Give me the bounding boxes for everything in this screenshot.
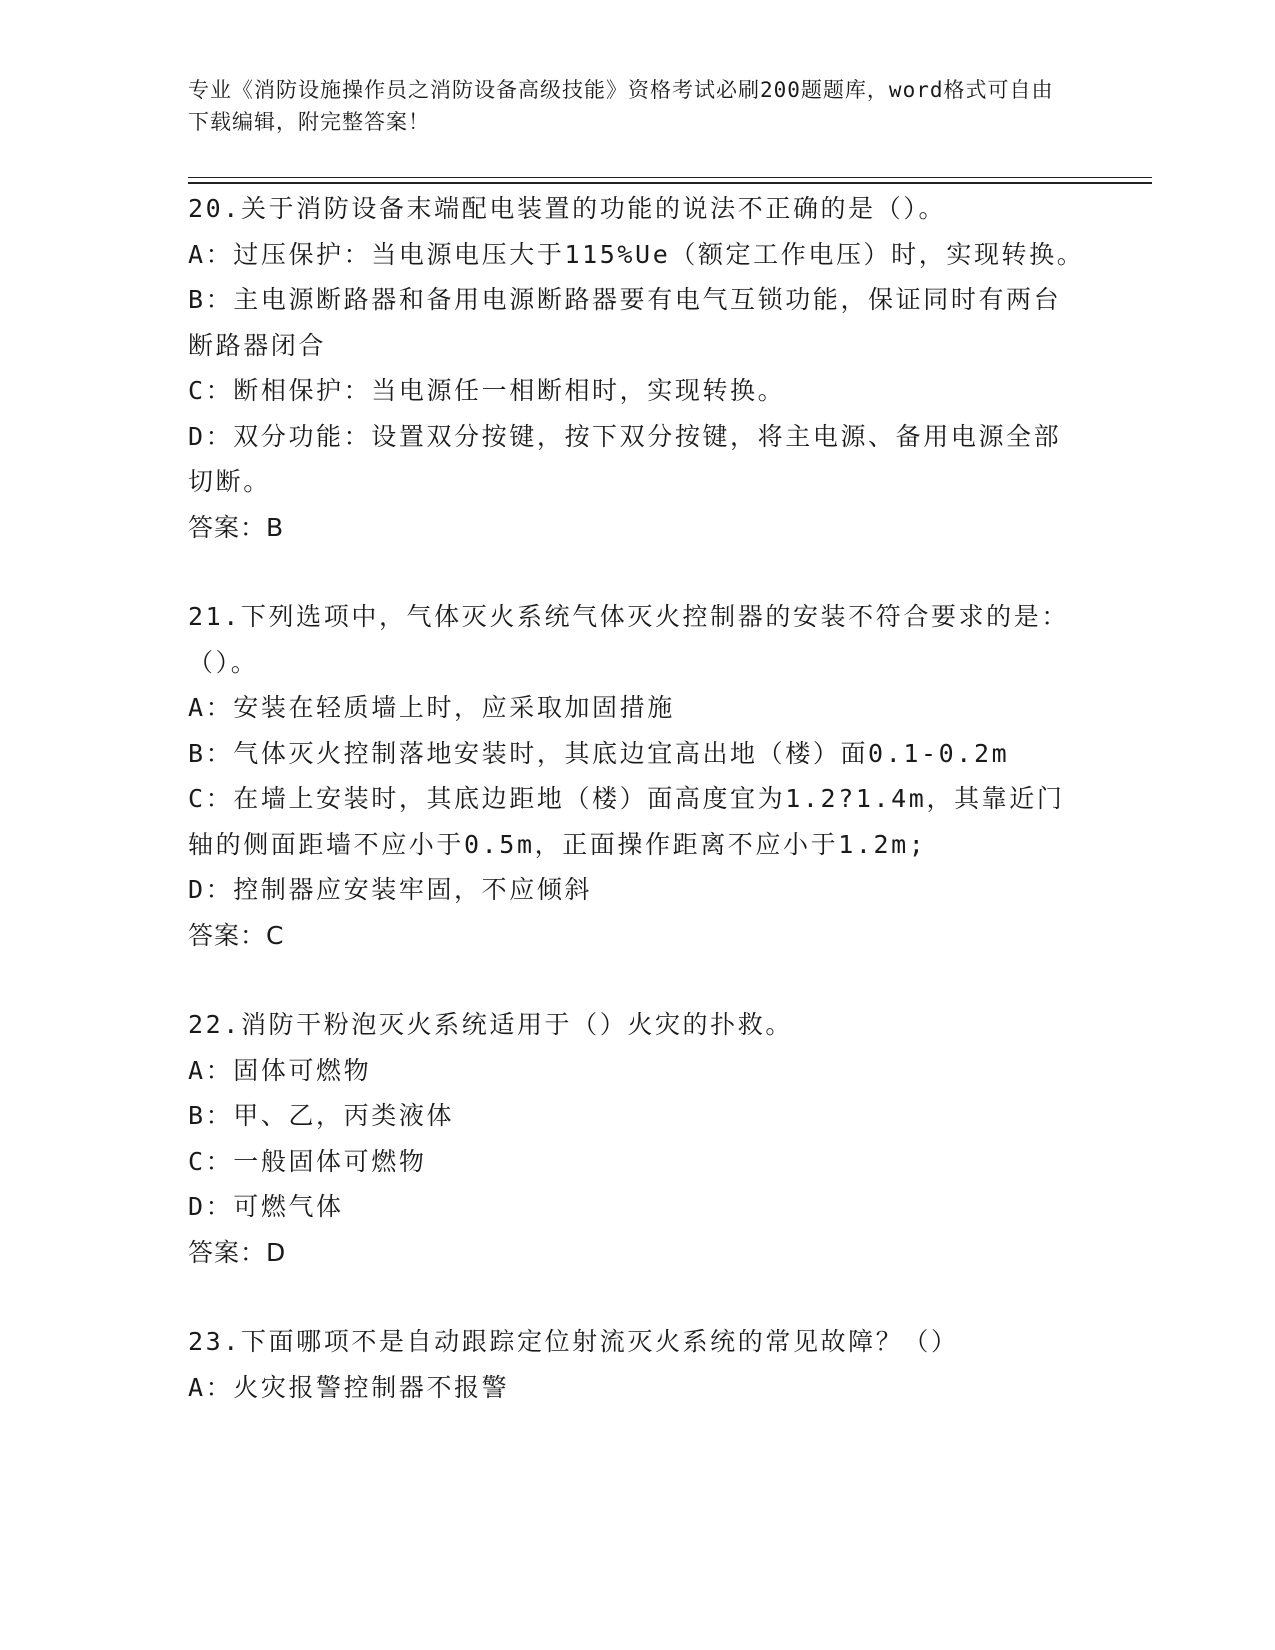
option-a: A：火灾报警控制器不报警	[188, 1372, 510, 1402]
option-b: B：甲、乙，丙类液体	[188, 1101, 455, 1130]
question-22	[188, 1002, 1088, 1275]
question-stem: 23.下面哪项不是自动跟踪定位射流灭火系统的常见故障？（）	[188, 1327, 959, 1356]
option-d: D：双分功能：设置双分按键，按下双分按键，将主电源、备用电源全部切断。	[188, 421, 1062, 496]
option-a: A：固体可燃物	[188, 1055, 372, 1085]
question-21	[188, 594, 1088, 958]
option-a: A：安装在轻质墙上时，应采取加固措施	[188, 693, 675, 722]
option-c: C：断相保护：当电源任一相断相时，实现转换。	[188, 376, 786, 405]
answer-label: 答案：B	[188, 512, 285, 542]
question-stem: 20.关于消防设备末端配电装置的功能的说法不正确的是（）。	[188, 194, 947, 223]
header-divider-thick	[188, 182, 1152, 184]
option-d: D：可燃气体	[188, 1192, 344, 1221]
question-stem: 21.下列选项中，气体灭火系统气体灭火控制器的安装不符合要求的是：（）。	[188, 602, 1069, 677]
option-c: C：在墙上安装时，其底边距地（楼）面高度宜为1.2?1.4m，其靠近门轴的侧面距墙不应小于0.5m，正面操作距离不应小于1.2m;	[188, 784, 1065, 859]
answer-label: 答案：D	[188, 1237, 287, 1267]
question-list	[188, 186, 1088, 1454]
question-20	[188, 186, 1088, 550]
option-c: C：一般固体可燃物	[188, 1146, 427, 1176]
option-d: D：控制器应安装牢固，不应倾斜	[188, 875, 593, 904]
document-header: 专业《消防设施操作员之消防设备高级技能》资格考试必刷200题题库，word格式可自由下载编辑，附完整答案！	[188, 78, 1054, 134]
option-a: A：过压保护：当电源电压大于115%Ue（额定工作电压）时，实现转换。	[188, 239, 1085, 269]
question-23	[188, 1319, 1088, 1410]
option-b: B：主电源断路器和备用电源断路器要有电气互锁功能，保证同时有两台断路器闭合	[188, 285, 1062, 360]
option-b: B：气体灭火控制落地安装时，其底边宜高出地（楼）面0.1-0.2m	[188, 738, 1010, 768]
answer-label: 答案：C	[188, 920, 285, 950]
header-divider-thin	[188, 177, 1152, 178]
question-stem: 22.消防干粉泡灭火系统适用于（）火灾的扑救。	[188, 1010, 793, 1039]
